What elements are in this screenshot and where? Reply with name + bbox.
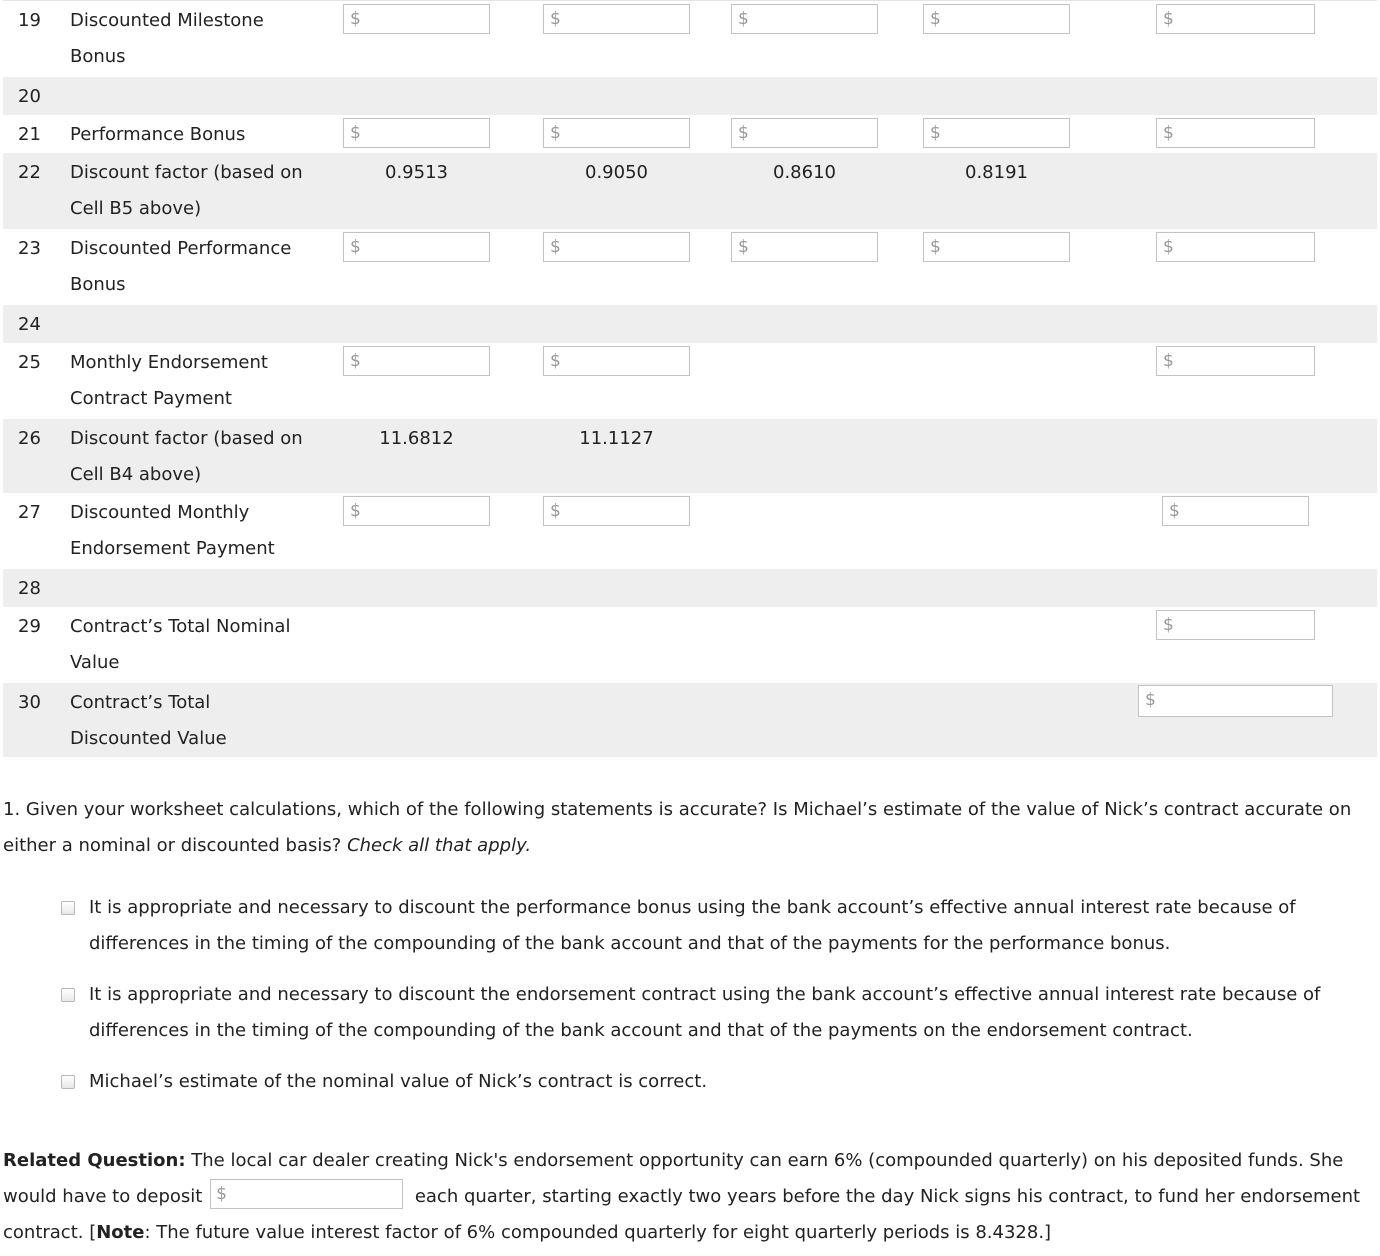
note-label: Note — [96, 1222, 145, 1243]
question-1-text: 1. Given your worksheet calculations, which of the following statements is accurate? Is Michael’s estimate of the value of Nick’s contract accurate on either a nominal or discounted basis? — [3, 799, 1352, 856]
table-row — [3, 153, 1377, 229]
row-label: Discounted Milestone Bonus — [70, 10, 264, 67]
row-label: Discount factor (based on Cell B5 above) — [70, 162, 303, 219]
discounted-milestone-bonus-input-4[interactable]: $ — [923, 4, 1070, 34]
performance-bonus-input-2[interactable]: $ — [543, 118, 690, 148]
option-endorsement-contract[interactable] — [61, 977, 1341, 1049]
table-row — [3, 77, 1377, 115]
row-number: 29 — [18, 616, 41, 637]
row-number: 21 — [18, 124, 41, 145]
checkbox[interactable] — [61, 1075, 75, 1089]
discounted-monthly-endorsement-input-2[interactable]: $ — [543, 496, 690, 526]
discounted-monthly-endorsement-input-1[interactable]: $ — [343, 496, 490, 526]
performance-bonus-input-1[interactable]: $ — [343, 118, 490, 148]
row-number: 20 — [18, 86, 41, 107]
discounted-milestone-bonus-total-input[interactable]: $ — [1156, 4, 1315, 34]
worksheet-table — [3, 0, 1377, 757]
row-label: Discounted Monthly Endorsement Payment — [70, 502, 275, 559]
row-label: Contract’s Total Discounted Value — [70, 692, 227, 749]
row-number: 28 — [18, 578, 41, 599]
option-nominal-value-correct[interactable] — [61, 1064, 1341, 1100]
discounted-performance-bonus-total-input[interactable]: $ — [1156, 232, 1315, 262]
row-number: 24 — [18, 314, 41, 335]
monthly-endorsement-input-2[interactable]: $ — [543, 346, 690, 376]
row-number: 22 — [18, 162, 41, 183]
monthly-endorsement-input-1[interactable]: $ — [343, 346, 490, 376]
total-discounted-value-input[interactable]: $ — [1138, 685, 1333, 717]
performance-bonus-input-3[interactable]: $ — [731, 118, 878, 148]
table-row — [3, 305, 1377, 343]
row-number: 30 — [18, 692, 41, 713]
discounted-milestone-bonus-input-2[interactable]: $ — [543, 4, 690, 34]
row-number: 23 — [18, 238, 41, 259]
row-label: Discount factor (based on Cell B4 above) — [70, 428, 303, 485]
row-label: Performance Bonus — [70, 124, 246, 145]
checkbox[interactable] — [61, 988, 75, 1002]
option-text: Michael’s estimate of the nominal value of Nick’s contract is correct. — [89, 1071, 708, 1092]
row-label: Discounted Performance Bonus — [70, 238, 292, 295]
note-text: : The future value interest factor of 6% compounded quarterly for eight quarterly periods is 8.4328.] — [144, 1222, 1052, 1243]
option-text: It is appropriate and necessary to discount the performance bonus using the bank account’s effective annual interest rate because of differences in the timing of the compounding of the bank account and that of the payments for the performance bonus. — [89, 897, 1296, 954]
table-row — [3, 115, 1377, 153]
row-number: 19 — [18, 10, 41, 31]
row-label: Contract’s Total Nominal Value — [70, 616, 291, 673]
question-1-instruction: Check all that apply. — [347, 835, 532, 856]
table-row — [3, 1, 1377, 77]
table-row — [3, 683, 1377, 757]
discounted-milestone-bonus-input-1[interactable]: $ — [343, 4, 490, 34]
discount-factor-value-4: 0.8191 — [965, 162, 1028, 183]
discounted-performance-bonus-input-4[interactable]: $ — [923, 232, 1070, 262]
discount-factor-value-2: 0.9050 — [585, 162, 648, 183]
annuity-factor-value-1: 11.6812 — [379, 428, 454, 449]
related-question — [3, 1143, 1375, 1251]
table-row — [3, 607, 1377, 683]
monthly-endorsement-total-input[interactable]: $ — [1156, 346, 1315, 376]
discounted-monthly-endorsement-total-input[interactable]: $ — [1162, 496, 1309, 526]
related-text-after: each quarter, starting exactly two years before the day Nick signs his contract, to fund her endorsement contract. [ — [3, 1186, 1361, 1243]
option-text: It is appropriate and necessary to discount the endorsement contract using the bank account’s effective annual interest rate because of differences in the timing of the compounding of the bank account and that of the payments on the endorsement contract. — [89, 984, 1321, 1041]
discounted-performance-bonus-input-3[interactable]: $ — [731, 232, 878, 262]
discounted-performance-bonus-input-2[interactable]: $ — [543, 232, 690, 262]
row-label: Monthly Endorsement Contract Payment — [70, 352, 268, 409]
discounted-performance-bonus-input-1[interactable]: $ — [343, 232, 490, 262]
row-number: 25 — [18, 352, 41, 373]
checkbox[interactable] — [61, 901, 75, 915]
annuity-factor-value-2: 11.1127 — [579, 428, 654, 449]
deposit-amount-input[interactable]: $ — [210, 1179, 403, 1209]
total-nominal-value-input[interactable]: $ — [1156, 610, 1315, 640]
performance-bonus-total-input[interactable]: $ — [1156, 118, 1315, 148]
discount-factor-value-3: 0.8610 — [773, 162, 836, 183]
discounted-milestone-bonus-input-3[interactable]: $ — [731, 4, 878, 34]
performance-bonus-input-4[interactable]: $ — [923, 118, 1070, 148]
related-heading: Related Question: — [3, 1150, 186, 1171]
related-text-before: The local car dealer creating Nick's endorsement opportunity can earn 6% (compounded quarterly) on his deposited funds. She would have to deposit — [3, 1150, 1344, 1207]
table-row — [3, 419, 1377, 493]
table-row — [3, 343, 1377, 419]
row-number: 26 — [18, 428, 41, 449]
option-performance-bonus[interactable] — [61, 890, 1341, 962]
discount-factor-value-1: 0.9513 — [385, 162, 448, 183]
table-row — [3, 493, 1377, 569]
table-row — [3, 569, 1377, 607]
table-row — [3, 229, 1377, 305]
row-number: 27 — [18, 502, 41, 523]
question-1 — [3, 792, 1373, 864]
